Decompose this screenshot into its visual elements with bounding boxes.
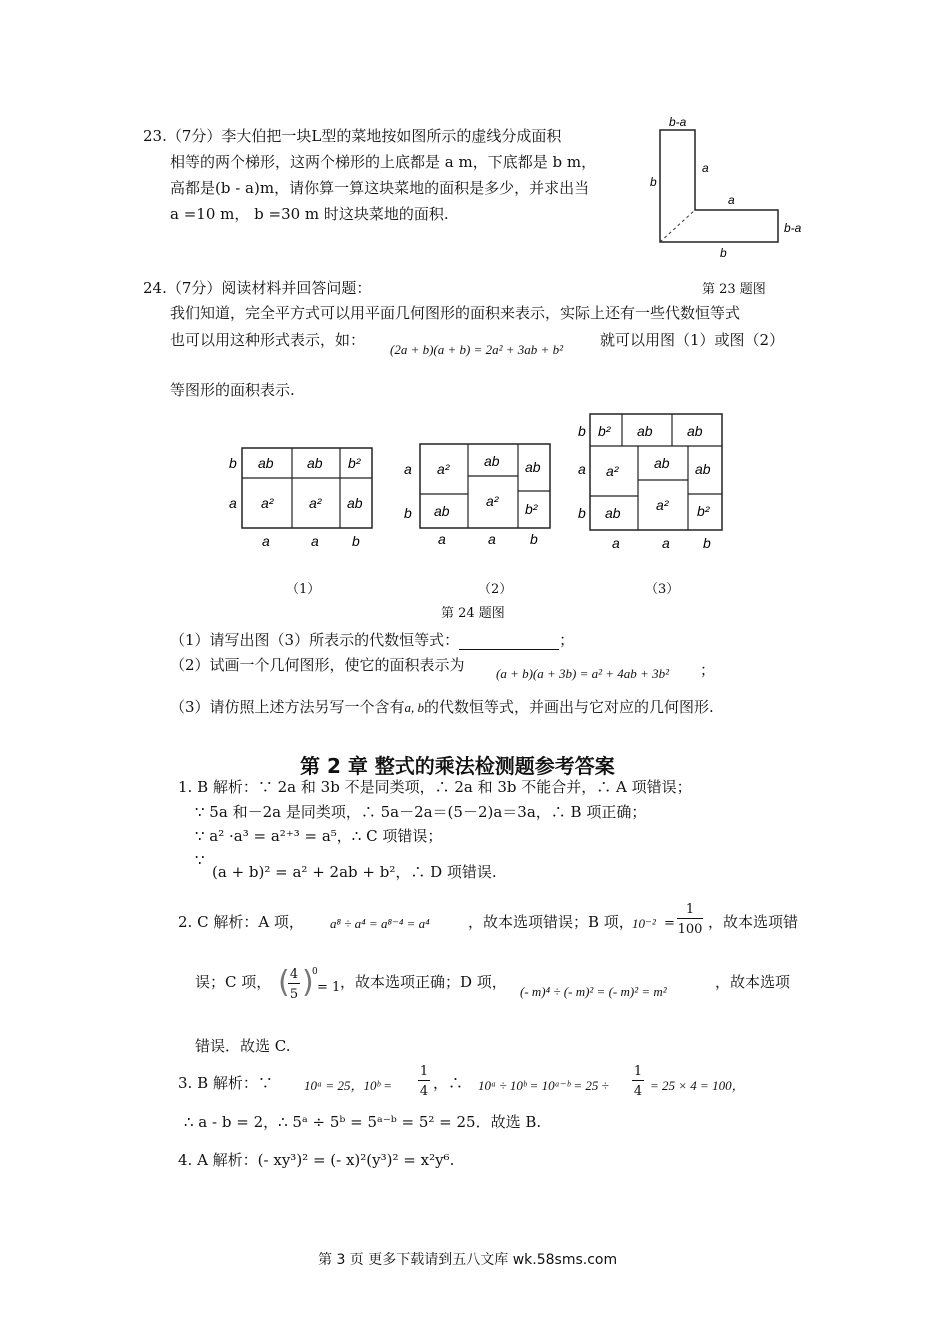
label-left: b [650, 175, 657, 189]
q23-line3: 高都是(b - a)m，请你算一算这块菜地的面积是多少，并求出当 [170, 179, 590, 197]
a3-line2: ∴ a - b = 2，∴ 5ᵃ ÷ 5ᵇ = 5ᵃ⁻ᵇ = 5² = 25．故选 B. [184, 1113, 542, 1131]
q24-line1: 24.（7分）阅读材料并回答问题： [143, 279, 372, 297]
right-paren: ) [302, 965, 314, 1000]
page-footer: 第 3 页 更多下载请到五八文库 wk.58sms.com [318, 1252, 618, 1268]
a3-line1a: 3. B 解析：∵ [178, 1074, 273, 1092]
a1-line4b: (a + b)² = a² + 2ab + b²，∴ D 项错误. [212, 863, 497, 881]
q24-sub2-end: ； [700, 661, 716, 679]
a2-line1a: 2. C 解析：A 项， [178, 913, 304, 931]
left-paren: ( [278, 965, 290, 1000]
label-inner-vertical: a [702, 161, 709, 175]
q24-line2: 我们知道，完全平方式可以用平面几何图形的面积来表示，实际上还有一些代数恒等式 [170, 304, 741, 322]
fig2-cell: b² [525, 501, 538, 517]
fig2-cell: ab [484, 453, 500, 469]
q23-line2: 相等的两个梯形，这两个梯形的上底都是 a m，下底都是 b m， [170, 153, 597, 171]
a3-quarter-den: 4 [419, 1084, 429, 1099]
a2-c-den: 5 [289, 987, 299, 1002]
fig2-row-label: a [404, 461, 412, 477]
fig3-cell: ab [605, 505, 621, 521]
a2-formula1: a⁸ ÷ a⁴ = a⁸⁻⁴ = a⁴ [330, 916, 430, 931]
a2-line2b: ，故本选项正确；D 项， [340, 973, 507, 991]
fig3-col-label: a [662, 535, 670, 551]
equals-sign: = [664, 916, 675, 931]
a3-formula3: = 25 × 4 = 100， [650, 1078, 745, 1093]
q24-sub2-formula: (a + b)(a + 3b) = a² + 4ab + 3b² [496, 666, 669, 681]
equals-one: = 1 [317, 980, 341, 995]
a2-line3: 错误．故选 C. [195, 1037, 291, 1055]
a2-frac-num: 1 [677, 902, 703, 919]
fig2-col-label: b [530, 531, 538, 547]
a2-formula3: (- m)⁴ ÷ (- m)² = (- m)² = m² [520, 984, 667, 999]
fig3-cell: ab [687, 423, 703, 439]
q24-sub3-vars: a, b [404, 700, 425, 715]
q24-sub1 [170, 630, 574, 650]
a1-line2: ∵ 5a 和－2a 是同类项，∴ 5a－2a＝(5－2)a＝3a，∴ B 项正确； [195, 803, 647, 821]
answers-title: 第 2 章 整式的乘法检测题参考答案 [300, 754, 615, 778]
fig3 [570, 408, 735, 554]
q24-figure-caption: 第 24 题图 [441, 606, 505, 621]
fig2-caption: （2） [478, 582, 513, 597]
fig3-row-label: b [578, 423, 586, 439]
fig1-caption: （1） [286, 582, 321, 597]
a1-line3: ∵ a² ·a³ = a²⁺³ = a⁵，∴ C 项错误； [195, 827, 443, 845]
a3-line1b: ，∴ [433, 1074, 464, 1092]
fig3-row-label: a [578, 461, 586, 477]
fig3-cell: a² [606, 463, 619, 479]
q24-sub1-end: ； [559, 631, 575, 649]
fig1 [220, 440, 380, 552]
a2-frac-den: 100 [677, 922, 703, 937]
a2-line2c: ，故本选项 [715, 973, 791, 991]
fig1-col-label: a [262, 533, 270, 549]
q24-sub3a: （3）请仿照上述方法另写一个含有 [170, 698, 405, 716]
label-inner-horizontal: a [728, 193, 735, 207]
fig1-cell: b² [348, 455, 361, 471]
a2-c-num: 4 [289, 967, 299, 982]
q24-line4: 等图形的面积表示. [170, 381, 295, 399]
fig1-cell: ab [258, 455, 274, 471]
fig2-row-label: b [404, 505, 412, 521]
q24-sub1-text: （1）请写出图（3）所表示的代数恒等式： [170, 631, 460, 649]
fig1-cell: a² [309, 495, 322, 511]
a2-line2a: 误；C 项， [195, 973, 272, 991]
q24-formula: (2a + b)(a + b) = 2a² + 3ab + b² [390, 342, 563, 357]
fig2-cell: a² [486, 493, 499, 509]
fig3-cell: a² [656, 497, 669, 513]
dashed-divider [660, 210, 695, 242]
label-top: b-a [669, 115, 687, 129]
a1-line1: 1. B 解析：∵ 2a 和 3b 不是同类项，∴ 2a 和 3b 不能合并，∴ A 项错误； [178, 778, 692, 796]
q23-line1: 23.（7分）李大伯把一块L型的菜地按如图所示的虚线分成面积 [143, 127, 562, 145]
a3-formula2: 10ᵃ ÷ 10ᵇ = 10ᵃ⁻ᵇ = 25 ÷ [478, 1078, 609, 1093]
a3-quarter-den-2: 4 [633, 1084, 643, 1099]
fig2-cell: ab [434, 503, 450, 519]
q24-sub3b: 的代数恒等式，并画出与它对应的几何图形. [424, 698, 714, 716]
fig3-cell: ab [695, 461, 711, 477]
fig1-col-label: b [352, 533, 360, 549]
a3-formula1: 10ᵃ = 25，10ᵇ = [304, 1078, 392, 1093]
fig3-col-label: b [703, 535, 711, 551]
label-right: b-a [784, 221, 802, 235]
q24-line3b: 就可以用图（1）或图（2） [600, 331, 785, 349]
a3-quarter-num: 1 [419, 1064, 429, 1079]
fig2-cell: a² [437, 461, 450, 477]
q23-figure [640, 112, 820, 267]
a2-line1b: ，故本选项错误；B 项， [468, 913, 634, 931]
fig3-col-label: a [612, 535, 620, 551]
a2-line1c: ，故本选项错 [708, 913, 799, 931]
fig3-cell: b² [598, 423, 611, 439]
fig2-col-label: a [488, 531, 496, 547]
exponent-zero: 0 [312, 967, 318, 977]
q24-sub3 [170, 697, 714, 718]
fig2 [398, 436, 558, 552]
a1-line4a: ∵ [195, 851, 205, 869]
q24-sub2a: （2）试画一个几何图形，使它的面积表示为 [170, 656, 465, 674]
q23-caption: 第 23 题图 [702, 282, 766, 297]
fig3-row-label: b [578, 505, 586, 521]
fig1-col-label: a [311, 533, 319, 549]
q23-line4: a =10 m， b =30 m 时这块菜地的面积. [170, 205, 449, 223]
fig1-row-label: b [229, 455, 237, 471]
fig3-cell: ab [637, 423, 653, 439]
fig3-caption: （3） [645, 582, 680, 597]
a2-formula2: 10⁻² [632, 916, 656, 931]
fig3-cell: ab [654, 455, 670, 471]
q24-line3a: 也可以用这种形式表示，如： [170, 331, 366, 349]
fig1-row-label: a [229, 495, 237, 511]
a4-line: 4. A 解析：(- xy³)² = (- x)²(y³)² = x²y⁶. [178, 1151, 455, 1169]
fig1-cell: ab [347, 495, 363, 511]
answer-blank[interactable] [459, 635, 559, 650]
fig1-cell: ab [307, 455, 323, 471]
label-bottom: b [720, 246, 727, 260]
fig1-cell: a² [261, 495, 274, 511]
a3-quarter-num-2: 1 [633, 1064, 643, 1079]
fig2-cell: ab [525, 459, 541, 475]
fig2-col-label: a [438, 531, 446, 547]
fig3-cell: b² [697, 503, 710, 519]
